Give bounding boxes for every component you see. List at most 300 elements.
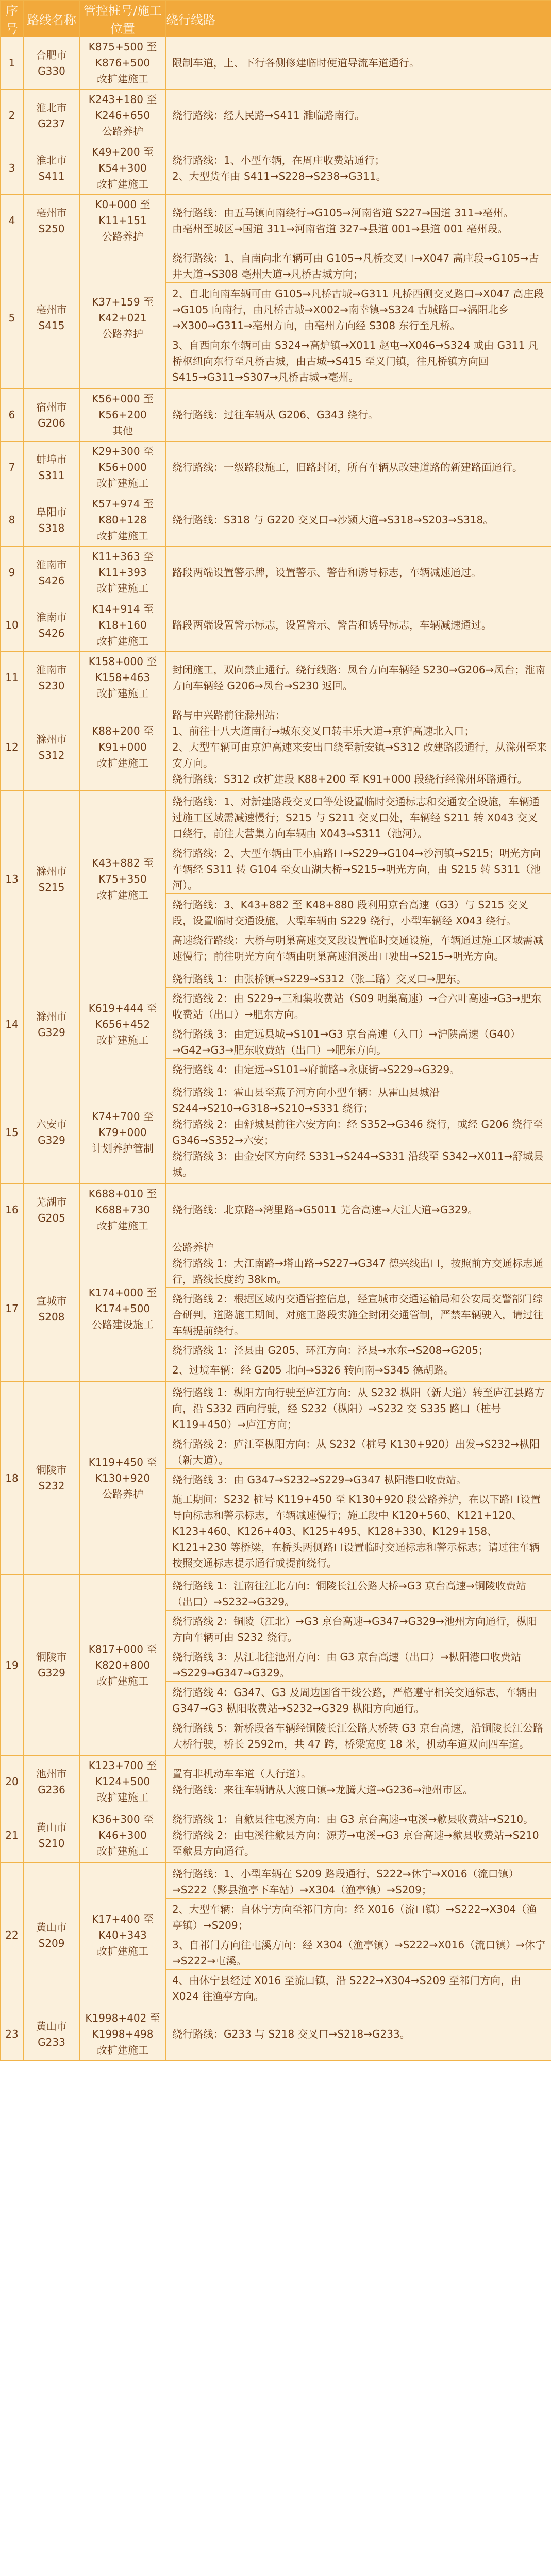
- detour-route-cell: [166, 1081, 551, 1184]
- table-row: [1, 968, 551, 1081]
- control-pile-line: K119+450 至: [88, 1455, 157, 1468]
- road-name-line: G206: [38, 416, 65, 429]
- row-index: 18: [1, 1382, 24, 1575]
- detour-route-cell: [166, 1575, 551, 1756]
- detour-text: 绕行路线 1：枞阳方向行驶至庐江方向：从 S232 枞阳（新大道）转至庐江县路方向，沿 S332 西向行驶，经 S232（枞阳）→S232 交 S335 路口（桩号 K119+450）→庐江方向；: [172, 1386, 545, 1431]
- road-name-line: G233: [38, 2036, 65, 2048]
- control-pile-line: K54+300: [98, 162, 147, 174]
- control-pile-line: K29+300 至 K56+000: [92, 445, 154, 473]
- control-pile-line: K49+200 至: [92, 146, 154, 158]
- control-pile-line: K88+200 至 K91+000: [92, 725, 154, 753]
- road-name-line: 滁州市: [36, 865, 67, 877]
- control-pile-line: K80+128: [98, 514, 147, 526]
- detour-text: 3、自祁门方向往屯溪方向：经 X304（渔亭镇）→S222→X016（流口镇）→休宁→S222→屯溪。: [172, 1939, 545, 1967]
- control-pile-line: K174+000 至: [88, 1286, 157, 1299]
- row-index: 14: [1, 968, 24, 1081]
- control-pile-line: 改扩建施工: [97, 530, 148, 542]
- road-name-line: 池州市: [36, 1767, 67, 1780]
- row-index: 20: [1, 1756, 24, 1808]
- row-index: 4: [1, 195, 24, 247]
- table-row: [1, 247, 551, 389]
- detour-route-cell: [166, 142, 551, 195]
- control-pile-cell: [80, 1382, 166, 1575]
- table-row: [1, 791, 551, 968]
- road-name-line: 黄山市: [36, 2020, 67, 2032]
- detour-block: [172, 794, 547, 842]
- row-index: 19: [1, 1575, 24, 1756]
- control-pile-cell: [80, 1863, 166, 2008]
- detour-block: [172, 512, 547, 528]
- control-pile-line: 改扩建施工: [97, 178, 148, 190]
- control-pile-cell: [80, 1184, 166, 1236]
- road-name-line: G236: [38, 1783, 65, 1796]
- control-pile-line: 公路养护: [102, 125, 143, 138]
- detour-text: 高速绕行路线：大桥与明巢高速交叉段设置临时交通设施，车辆通过施工区域需减速慢行；前往明光方向车辆由明巢高速涧溪出口驶出→S215→明光方向。: [172, 934, 543, 962]
- road-name-cell: [24, 494, 80, 547]
- row-index: 5: [1, 247, 24, 389]
- detour-text: 绕行路线：1、自南向北车辆可由 G105→凡桥交叉口→X047 高庄段→G105→古井大道→S308 亳州大道→凡桥古城方向；: [172, 252, 539, 280]
- control-pile-cell: [80, 195, 166, 247]
- detour-block: [172, 407, 547, 423]
- road-name-cell: [24, 2008, 80, 2061]
- control-pile-line: 改扩建施工: [97, 889, 148, 901]
- detour-text: 绕行路线 1：江南往江北方向：铜陵长江公路大桥→G3 京台高速→铜陵收费站（出口）→S232→G329。: [172, 1580, 527, 1608]
- detour-text: 绕行路线 2：根据区域内交通管控信息，经宣城市交通运输局和公安局交警部门综合研判，道路施工期间，对施工路段实施全封闭交通管制，严禁车辆驶入，请过往车辆提前绕行。: [172, 1293, 543, 1337]
- road-name-line: 铜陵市: [36, 1651, 67, 1663]
- detour-block: [166, 929, 551, 964]
- control-pile-cell: [80, 389, 166, 442]
- table-header-row: [1, 1, 551, 37]
- road-name-line: 六安市: [36, 1118, 67, 1130]
- road-name-cell: [24, 704, 80, 791]
- detour-text: 路与中兴路前往滁州站：: [172, 709, 286, 721]
- row-index: 7: [1, 442, 24, 494]
- detour-block: [172, 971, 547, 987]
- detour-block: [166, 1339, 551, 1359]
- detour-route-cell: [166, 791, 551, 968]
- table-row: [1, 90, 551, 142]
- detour-text: 绕行路线：北京路→湾里路→G5011 芜合高速→大江大道→G329。: [172, 1204, 478, 1216]
- table-row: [1, 142, 551, 195]
- row-index: 16: [1, 1184, 24, 1236]
- detour-text: 绕行路线 1：由张桥镇→S229→S312（张二路）交叉口→肥东。: [172, 973, 467, 985]
- road-name-cell: [24, 968, 80, 1081]
- control-pile-cell: [80, 1756, 166, 1808]
- road-name-line: 宿州市: [36, 400, 67, 413]
- control-pile-cell: [80, 2008, 166, 2061]
- control-pile-line: K158+000 至: [88, 655, 157, 668]
- control-pile-cell: [80, 547, 166, 599]
- table-row: [1, 1236, 551, 1382]
- control-pile-line: 其他: [112, 425, 133, 437]
- road-name-line: 淮北市: [36, 101, 67, 114]
- detour-text: 施工期间：S232 桩号 K119+450 至 K130+920 段公路养护，在以下路口设置导向标志和警示标志，车辆减速慢行；施工段中 K120+560、K121+120、K123+460、K126+403、K125+495、K128+330、K129+158、K121+230 等桥梁，在桥头两侧路口设置临时交通标志和警示标志；请过往车辆按照交通标志提示通行或提前绕行。: [172, 1493, 541, 1569]
- control-pile-line: K11+393: [98, 566, 147, 579]
- detour-text: 绕行路线 2：铜陵（江北）→G3 京台高速→G347→G329→池州方向通行，枞阳方向车辆可由 S232 绕行。: [172, 1615, 538, 1643]
- detour-block: [166, 893, 551, 929]
- detour-block: [172, 1385, 547, 1433]
- detour-text: 绕行路线 1：泾县由 G205、环江方向：泾县→水东→S208→G205；: [172, 1344, 489, 1357]
- road-name-line: 黄山市: [36, 1921, 67, 1934]
- detour-text: 绕行路线：经人民路→S411 濉临路南行。: [172, 109, 365, 122]
- detour-text: 2、过境车辆：经 G205 北向→S326 转向南→S345 德胡路。: [172, 1364, 455, 1376]
- road-name-line: S311: [38, 469, 65, 482]
- table-row: [1, 442, 551, 494]
- detour-route-cell: [166, 1808, 551, 1863]
- control-pile-line: K124+500: [95, 1775, 151, 1788]
- table-row: [1, 704, 551, 791]
- detour-block: [172, 617, 547, 633]
- detour-text: 绕行路线：1、对新建路段交叉口等处设置临时交通标志和交通安全设施，车辆通过施工区域需减速慢行；S215 与 S211 交叉口处，车辆经 S211 转 X043 交叉口绕行，前往大营集方向车辆由 X043→S311（池河）。: [172, 795, 540, 840]
- detour-text: 绕行路线 2：由 S229→三和集收费站（S09 明巢高速）→合六叶高速→G3→肥东收费站（出口）→肥东方向。: [172, 992, 542, 1021]
- detour-route-cell: [166, 968, 551, 1081]
- road-name-line: G205: [38, 1211, 65, 1224]
- control-pile-line: K817+000 至: [88, 1642, 157, 1655]
- road-name-cell: [24, 599, 80, 652]
- table-row: [1, 1575, 551, 1756]
- control-pile-line: 计划养护管制: [92, 1142, 154, 1155]
- detour-text: 限制车道，上、下行各侧修建临时便道导流车道通行。: [172, 57, 420, 69]
- control-pile-line: K688+730: [95, 1204, 151, 1216]
- road-name-line: 蚌埠市: [36, 453, 67, 466]
- control-pile-line: K1998+402 至: [85, 2012, 160, 2024]
- detour-block: [172, 1202, 547, 1218]
- control-pile-line: 改扩建施工: [97, 1845, 148, 1857]
- detour-text: 绕行路线：1、小型车辆，在周庄收费站通行；: [172, 154, 385, 166]
- detour-route-cell: [166, 2008, 551, 2061]
- control-pile-cell: [80, 442, 166, 494]
- control-pile-cell: [80, 90, 166, 142]
- detour-text: 绕行路线 5：新桥段各车辆经铜陵长江公路大桥转 G3 京台高速，沿铜陵长江公路大桥行驶，桥长 2592m，共 47 跨，桥梁宽度 18 米，机动车道双向四车道。: [172, 1722, 544, 1750]
- control-pile-line: K875+500 至: [88, 41, 157, 53]
- control-pile-line: 改扩建施工: [97, 1674, 148, 1687]
- header-road-name: 路线名称: [24, 1, 80, 37]
- detour-block: [166, 1610, 551, 1646]
- detour-text: 绕行路线：来往车辆请从大渡口镇→龙腾大道→G236→池州市区。: [172, 1783, 473, 1796]
- detour-route-cell: [166, 1382, 551, 1575]
- road-name-line: S250: [38, 222, 65, 235]
- road-name-cell: [24, 37, 80, 90]
- detour-block: [166, 334, 551, 385]
- detour-route-cell: [166, 247, 551, 389]
- road-name-line: S411: [38, 170, 65, 182]
- control-pile-cell: [80, 1081, 166, 1184]
- control-pile-line: K158+463: [95, 671, 151, 684]
- detour-text: 4、由休宁县经过 X016 至流口镇，沿 S222→X304→S209 至祁门方向，由 X024 往渔亭方向。: [172, 1974, 522, 2003]
- road-name-line: 淮南市: [36, 611, 67, 623]
- control-pile-line: 改扩建施工: [97, 73, 148, 85]
- road-name-cell: [24, 1382, 80, 1575]
- header-control-pile: 管控桩号/施工位置: [80, 1, 166, 37]
- road-name-line: 淮南市: [36, 558, 67, 571]
- detour-block: [172, 1866, 547, 1898]
- detour-block: [166, 842, 551, 893]
- table-row: [1, 195, 551, 247]
- control-pile-line: K36+300 至 K46+300: [92, 1813, 154, 1841]
- control-pile-cell: [80, 652, 166, 704]
- detour-route-cell: [166, 37, 551, 90]
- detour-block: [166, 1058, 551, 1078]
- table-row: [1, 1184, 551, 1236]
- table-row: [1, 389, 551, 442]
- road-name-line: S230: [38, 679, 65, 692]
- road-name-cell: [24, 547, 80, 599]
- road-name-line: G237: [38, 117, 65, 130]
- detour-route-cell: [166, 90, 551, 142]
- road-name-cell: [24, 1236, 80, 1382]
- detour-block: [172, 460, 547, 476]
- road-name-line: 滁州市: [36, 1010, 67, 1023]
- detour-text: 绕行路线：1、小型车辆在 S209 路段通行，S222→休宁→X016（流口镇）→S222（黟县渔亭下车站）→X304（渔亭镇）→S209；: [172, 1868, 519, 1896]
- control-pile-line: 改扩建施工: [97, 635, 148, 647]
- road-name-cell: [24, 1863, 80, 2008]
- detour-block: [172, 205, 547, 237]
- control-pile-line: K174+500: [95, 1302, 151, 1315]
- control-pile-line: 改扩建施工: [97, 1219, 148, 1232]
- control-pile-cell: [80, 968, 166, 1081]
- table-body: [1, 37, 551, 2061]
- control-pile-line: 改扩建施工: [97, 1034, 148, 1046]
- detour-text: 绕行路线 1：霍山县至燕子河方向小型车辆：从霍山县城沿 S244→S210→G318→S210→S331 绕行；: [172, 1086, 440, 1114]
- control-pile-line: K37+159 至 K42+021: [92, 295, 154, 324]
- detour-block: [172, 1578, 547, 1610]
- table-row: [1, 1081, 551, 1184]
- row-index: 23: [1, 2008, 24, 2061]
- detour-text: 1、前往十八大道南行→城东交叉口转丰乐大道→京沪高速北入口；: [172, 725, 475, 737]
- detour-text: 绕行路线 3：由金安区方向经 S331→S244→S331 沿线至 S342→X011→舒城县城。: [172, 1150, 544, 1178]
- control-pile-cell: [80, 1575, 166, 1756]
- road-name-line: S210: [38, 1837, 65, 1850]
- detour-text: 绕行路线 3：由定远县城→S101→G3 京台高速（入口）→沪陕高速（G40）→G42→G3→肥东收费站（出口）→肥东方向。: [172, 1028, 521, 1056]
- detour-route-cell: [166, 599, 551, 652]
- control-pile-line: K243+180 至: [88, 93, 157, 106]
- detour-text: 公路养护: [172, 1241, 213, 1253]
- road-name-cell: [24, 142, 80, 195]
- control-pile-line: K876+500: [95, 57, 151, 69]
- control-pile-line: K688+010 至: [88, 1188, 157, 1200]
- detour-text: 绕行路线：过往车辆从 G206、G343 绕行。: [172, 409, 379, 421]
- control-pile-line: K57+974 至: [92, 498, 154, 510]
- detour-text: 绕行路线：3、K43+882 至 K48+880 段利用京台高速（G3）与 S215 交叉段，设置临时交通设施，大型车辆由 S229 绕行，小型车辆经 X043 绕行。: [172, 899, 528, 927]
- table-row: [1, 599, 551, 652]
- road-name-line: 亳州市: [36, 206, 67, 219]
- control-pile-line: 改扩建施工: [97, 2044, 148, 2056]
- table-row: [1, 652, 551, 704]
- row-index: 12: [1, 704, 24, 791]
- detour-block: [166, 1717, 551, 1752]
- detour-route-cell: [166, 547, 551, 599]
- detour-route-cell: [166, 494, 551, 547]
- control-pile-cell: [80, 791, 166, 968]
- control-pile-line: 公路建设施工: [92, 1318, 154, 1331]
- detour-block: [166, 1433, 551, 1468]
- detour-text: 由亳州至城区→国道 311→河南省道 327→县道 001→县道 001 亳州段。: [172, 222, 508, 235]
- detour-block: [172, 565, 547, 581]
- road-name-cell: [24, 791, 80, 968]
- detour-block: [172, 707, 547, 787]
- detour-block: [166, 1488, 551, 1571]
- road-name-line: S426: [38, 626, 65, 639]
- control-pile-cell: [80, 247, 166, 389]
- detour-text: 绕行路线：一级路段施工，旧路封闭，所有车辆从改建道路的新建路面通行。: [172, 461, 523, 473]
- road-name-cell: [24, 1756, 80, 1808]
- control-pile-line: K656+452: [95, 1018, 151, 1030]
- row-index: 6: [1, 389, 24, 442]
- detour-block: [166, 1898, 551, 1934]
- row-index: 3: [1, 142, 24, 195]
- detour-text: 2、自北向南车辆可由 G105→凡桥古城→G311 凡桥西侧交叉路口→X047 高庄段→G105 向南行，由凡桥古城→X002→南幸镇→S324 古城路口→涡阳北乡→X300→G311→亳州方向，由亳州方向经 S308 东行至凡桥。: [172, 287, 544, 332]
- table-row: [1, 37, 551, 90]
- road-name-line: 合肥市: [36, 48, 67, 61]
- detour-text: 绕行路线 2：由舒城县前往六安方向：经 S352→G346 绕行，或经 G206 绕行至 G346→S352→六安；: [172, 1118, 543, 1146]
- row-index: 8: [1, 494, 24, 547]
- road-name-cell: [24, 1575, 80, 1756]
- detour-route-cell: [166, 704, 551, 791]
- road-name-line: G330: [38, 64, 65, 77]
- road-name-line: S415: [38, 319, 65, 332]
- row-index: 13: [1, 791, 24, 968]
- control-pile-line: 改扩建施工: [97, 757, 148, 769]
- detour-block: [166, 1681, 551, 1717]
- detour-text: 路段两端设置警示标志，设置警示、警告和诱导标志，车辆减速通过。: [172, 619, 492, 631]
- control-pile-line: K43+882 至 K75+350: [92, 857, 154, 885]
- control-pile-line: K40+343: [98, 1929, 147, 1941]
- detour-block: [172, 1084, 547, 1180]
- road-name-cell: [24, 389, 80, 442]
- table-row: [1, 2008, 551, 2061]
- control-pile-line: K74+700 至: [92, 1110, 154, 1123]
- control-pile-line: 改扩建施工: [97, 582, 148, 595]
- detour-text: 绕行路线：2、大型车辆由王小庙路口→S229→G104→沙河镇→S215；明光方向车辆经 S311 转 G104 至女山湖大桥→S215→明光方向，由 S215 转 S311（池河）。: [172, 847, 541, 891]
- detour-text: 绕行路线：G233 与 S218 交叉口→S218→G233。: [172, 2028, 410, 2040]
- road-name-cell: [24, 1808, 80, 1863]
- control-pile-line: 公路养护: [102, 230, 143, 243]
- detour-block: [166, 1359, 551, 1378]
- detour-block: [172, 250, 547, 282]
- road-name-line: G329: [38, 1134, 65, 1146]
- road-name-cell: [24, 247, 80, 389]
- detour-text: 绕行路线：S312 改扩建段 K88+200 至 K91+000 段绕行经滁州环路通行。: [172, 773, 528, 785]
- control-pile-cell: [80, 704, 166, 791]
- detour-route-cell: [166, 652, 551, 704]
- road-name-line: S318: [38, 521, 65, 534]
- detour-route-cell: [166, 389, 551, 442]
- detour-route-cell: [166, 195, 551, 247]
- detour-route-cell: [166, 1863, 551, 2008]
- road-name-line: 淮南市: [36, 663, 67, 676]
- control-pile-line: K14+914 至 K18+160: [92, 603, 154, 631]
- road-name-line: S215: [38, 880, 65, 893]
- control-pile-line: K11+363 至: [92, 550, 154, 563]
- control-pile-line: K1998+498: [92, 2028, 154, 2040]
- road-name-cell: [24, 442, 80, 494]
- detour-text: 绕行路线 1：大江南路→塔山路→S227→G347 德兴线出口，按照前方交通标志通行，路线长度约 38km。: [172, 1257, 544, 1285]
- control-pile-cell: [80, 494, 166, 547]
- road-name-cell: [24, 90, 80, 142]
- control-pile-line: K820+800: [95, 1658, 151, 1671]
- detour-block: [172, 152, 547, 184]
- road-name-line: G329: [38, 1667, 65, 1679]
- control-pile-line: 改扩建施工: [97, 1945, 148, 1957]
- detour-route-cell: [166, 1184, 551, 1236]
- header-detour-route: 绕行线路: [166, 1, 551, 37]
- detour-block: [166, 1934, 551, 1969]
- detour-block: [166, 1969, 551, 2005]
- detour-text: 封闭施工，双向禁止通行。绕行线路：凤台方向车辆经 S230→G206→凤台；淮南方向车辆经 G206→凤台→S230 返回。: [172, 663, 546, 692]
- detour-text: 2、大型货车由 S411→S228→S238→G311。: [172, 170, 387, 182]
- control-pile-line: K79+000: [98, 1126, 147, 1139]
- road-name-cell: [24, 195, 80, 247]
- control-pile-line: K0+000 至 K11+151: [95, 198, 151, 227]
- row-index: 21: [1, 1808, 24, 1863]
- road-name-line: S209: [38, 1937, 65, 1950]
- road-name-cell: [24, 1184, 80, 1236]
- detour-block: [166, 1646, 551, 1681]
- road-name-line: 阜阳市: [36, 505, 67, 518]
- detour-text: 2、大型车辆：自休宁方向至祁门方向：经 X016（流口镇）→S222→X304（渔亭镇）→S209；: [172, 1903, 537, 1931]
- table-row: [1, 1382, 551, 1575]
- detour-text: 绕行路线 3：从江北往池州方向：由 G3 京台高速（出口）→枞阳港口收费站→S229→G347→G329。: [172, 1651, 521, 1679]
- row-index: 15: [1, 1081, 24, 1184]
- detour-block: [166, 1287, 551, 1339]
- detour-block: [166, 1468, 551, 1488]
- control-pile-line: K17+400 至: [92, 1913, 154, 1925]
- control-pile-line: K619+444 至: [88, 1002, 157, 1014]
- row-index: 11: [1, 652, 24, 704]
- road-name-line: 滁州市: [36, 733, 67, 745]
- table-row: [1, 1756, 551, 1808]
- control-pile-line: 改扩建施工: [97, 477, 148, 489]
- row-index: 1: [1, 37, 24, 90]
- road-name-line: S312: [38, 749, 65, 761]
- detour-text: 3、自西向东车辆可由 S324→高炉镇→X011 赵屯→X046→S324 或由 G311 凡桥枢纽向东行至凡桥古城，由古城→S415 至义门镇，往凡桥镇方向回 S415→G311→S307→凡桥古城→亳州。: [172, 339, 539, 383]
- control-pile-line: 公路养护: [102, 327, 143, 340]
- detour-text: 路段两端设置警示牌，设置警示、警告和诱导标志，车辆减速通过。: [172, 566, 481, 579]
- road-name-line: 铜陵市: [36, 1464, 67, 1476]
- detour-block: [172, 108, 547, 124]
- control-pile-line: K130+920: [95, 1471, 151, 1484]
- control-pile-cell: [80, 1808, 166, 1863]
- road-name-line: G329: [38, 1026, 65, 1039]
- table-row: [1, 494, 551, 547]
- detour-text: 置有非机动车车道（人行道）。: [172, 1767, 311, 1780]
- road-name-line: S232: [38, 1480, 65, 1492]
- header-index: 序号: [1, 1, 24, 37]
- control-pile-line: 改扩建施工: [97, 1791, 148, 1804]
- detour-route-cell: [166, 442, 551, 494]
- detour-text: 绕行路线 4：G347、G3 及周边国省干线公路，严格遵守相关交通标志，车辆由 G347→G3 枞阳收费站→S232→G329 枞阳方向通行。: [172, 1686, 537, 1715]
- row-index: 10: [1, 599, 24, 652]
- control-pile-line: 公路养护: [102, 1487, 143, 1500]
- detour-text: 绕行路线：由五马镇向南绕行→G105→河南省道 S227→国道 311→亳州。: [172, 206, 514, 219]
- detour-route-cell: [166, 1756, 551, 1808]
- road-name-line: 黄山市: [36, 1821, 67, 1834]
- detour-block: [166, 987, 551, 1023]
- row-index: 17: [1, 1236, 24, 1382]
- road-name-line: 芜湖市: [36, 1195, 67, 1208]
- detour-block: [166, 1023, 551, 1058]
- table-row: [1, 1808, 551, 1863]
- detour-block: [172, 55, 547, 71]
- detour-text: 绕行路线 3：由 G347→S232→S229→G347 枞阳港口收费站。: [172, 1473, 467, 1486]
- road-name-line: S208: [38, 1310, 65, 1323]
- road-name-cell: [24, 1081, 80, 1184]
- detour-text: 绕行路线 1：自歙县往屯溪方向：由 G3 京台高速→屯溪→歙县收费站→S210。: [172, 1813, 534, 1825]
- detour-block: [172, 1240, 547, 1287]
- detour-text: 2、大型车辆可由京沪高速来安出口绕至新安镇→S312 改建路段通行，从滁州至来安方向。: [172, 741, 547, 769]
- detour-block: [172, 1766, 547, 1798]
- row-index: 2: [1, 90, 24, 142]
